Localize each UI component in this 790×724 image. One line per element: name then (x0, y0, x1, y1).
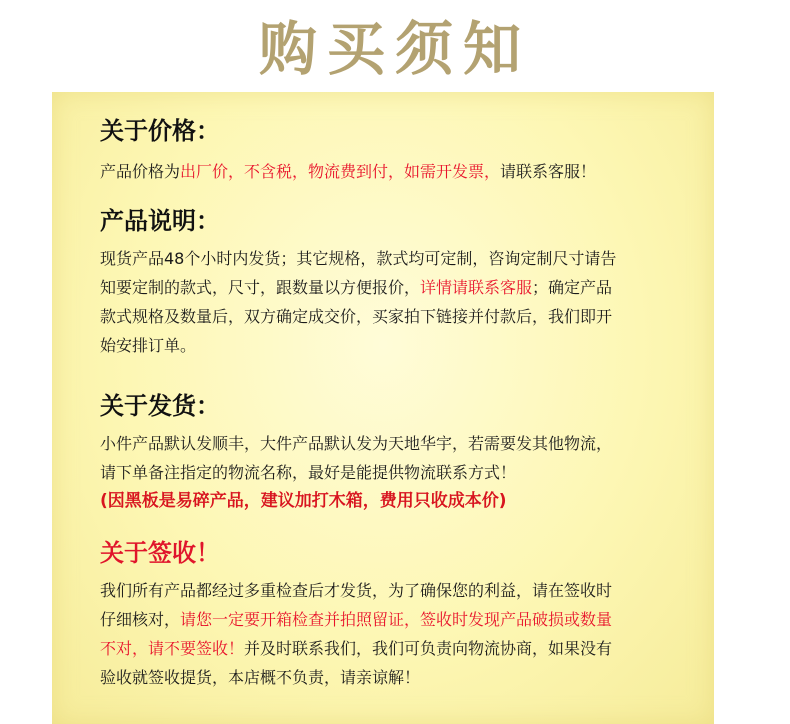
receipt-heading: 关于签收！ (100, 539, 220, 567)
product-heading: 产品说明： (100, 207, 220, 235)
notice-panel (52, 92, 714, 724)
receipt-warning-highlight-1: 请您一定要开箱检查并拍照留证，签收时发现产品破损或数量 (180, 610, 613, 629)
receipt-line-3 (100, 634, 700, 663)
receipt-section (100, 536, 700, 692)
product-line-4: 始安排订单。 (100, 336, 197, 355)
product-line-1: 现货产品48个小时内发货；其它规格，款式均可定制，咨询定制尺寸请告 (100, 249, 617, 268)
product-section (100, 204, 700, 360)
receipt-warning-highlight-2: 不对，请不要签收！ (100, 639, 245, 658)
receipt-line-2a: 仔细核对， (100, 610, 181, 629)
shipping-heading: 关于发货： (100, 392, 220, 420)
price-heading: 关于价格： (100, 117, 220, 145)
page-title: 购买须知 (258, 15, 531, 83)
product-line-3: 款式规格及数量后，双方确定成交价，买家拍下链接并付款后，我们即开 (100, 307, 613, 326)
price-text-highlight: 出厂价，不含税，物流费到付，如需开发票， (180, 162, 501, 181)
price-text-a: 产品价格为 (100, 162, 181, 181)
price-text (100, 157, 700, 186)
product-line-2 (100, 273, 700, 302)
product-line-2c: ；确定产品 (532, 278, 613, 297)
product-contact-highlight: 详情请联系客服 (420, 278, 533, 297)
shipping-line-1: 小件产品默认发顺丰，大件产品默认发为天地华宇，若需要发其他物流， (100, 434, 613, 453)
price-text-c: 请联系客服！ (500, 162, 597, 181)
shipping-section (100, 389, 700, 516)
shipping-fragile-note: (因黑板是易碎产品，建议加打木箱，费用只收成本价) (100, 491, 507, 511)
receipt-line-2 (100, 605, 700, 634)
receipt-line-1: 我们所有产品都经过多重检查后才发货，为了确保您的利益，请在签收时 (100, 581, 613, 600)
receipt-line-4: 验收就签收提货，本店概不负责，请亲谅解！ (100, 668, 421, 687)
receipt-line-3b: 并及时联系我们，我们可负责向物流协商，如果没有 (244, 639, 613, 658)
price-section (100, 114, 700, 186)
shipping-line-2: 请下单备注指定的物流名称，最好是能提供物流联系方式！ (100, 463, 517, 482)
product-line-2a: 知要定制的款式，尺寸，跟数量以方便报价， (100, 278, 421, 297)
